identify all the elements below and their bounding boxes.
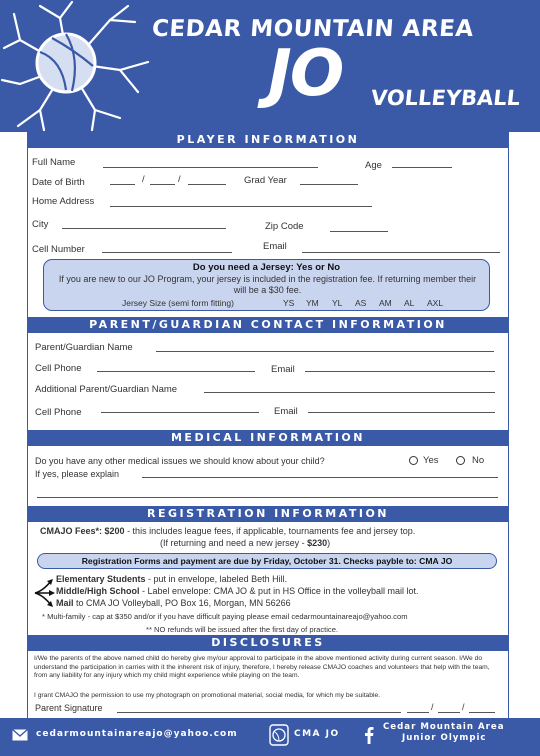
mail-instruction (56, 598, 291, 608)
parent-email-field[interactable] (305, 371, 495, 372)
facebook-icon (364, 726, 374, 744)
zip-code-field[interactable] (330, 231, 388, 232)
fees-line2-end: ) (327, 538, 331, 548)
grad-year-field[interactable] (300, 184, 358, 185)
middle-high-instruction (56, 586, 418, 596)
home-address-label: Home Address (32, 196, 95, 207)
medical-question: Do you have any other medical issues we should know about your child? (35, 456, 325, 466)
volleyball-logo-icon (0, 0, 150, 132)
full-name-label: Full Name (32, 157, 76, 168)
section-disclosures: DISCLOSURES (27, 635, 509, 651)
zip-code-label: Zip Code (265, 221, 304, 232)
signature-date-year[interactable] (469, 712, 495, 713)
middle-high-label: Middle/High School (56, 586, 140, 596)
fees-line2-amount: $230 (307, 538, 328, 548)
medical-explain-field[interactable] (142, 477, 498, 478)
section-medical-info: MEDICAL INFORMATION (27, 430, 509, 446)
email-field[interactable] (302, 252, 500, 253)
jersey-size-ym[interactable]: YM (306, 298, 319, 308)
footer (0, 718, 540, 756)
parent-cell-field[interactable] (97, 371, 255, 372)
dob-month-field[interactable] (110, 184, 135, 185)
fees-text: - this includes league fees, if applicable, tournaments fee and jersey top. (124, 526, 416, 536)
jersey-size-axl[interactable]: AXL (427, 298, 444, 308)
dob-label: Date of Birth (32, 177, 85, 188)
age-label: Age (365, 160, 382, 171)
dob-separator-2: / (178, 174, 181, 185)
cell-number-label: Cell Number (32, 244, 85, 255)
parent-name-field[interactable] (156, 351, 494, 352)
section-player-info: PLAYER INFORMATION (27, 132, 509, 148)
jersey-size-label: Jersey Size (semi form fitting) (122, 298, 234, 308)
medical-no-label: No (472, 455, 485, 466)
city-label: City (32, 219, 49, 230)
elementary-instruction (56, 574, 287, 584)
middle-high-text: - Label envelope: CMA JO & put in HS Office in the volleyball mail lot. (139, 586, 419, 596)
parent2-cell-field[interactable] (101, 412, 259, 413)
jersey-size-yl[interactable]: YL (332, 298, 343, 308)
footer-email[interactable]: cedarmountainareajo@yahoo.com (36, 729, 238, 739)
parent2-cell-label: Cell Phone (35, 407, 82, 418)
dob-year-field[interactable] (188, 184, 226, 185)
jersey-size-as[interactable]: AS (355, 298, 367, 308)
disclosure-text-2: I grant CMAJO the permission to use my photograph on promotional material, social media, for which my be suitable. (34, 692, 381, 699)
signature-date-day[interactable] (438, 712, 460, 713)
logo-badge-icon (269, 724, 289, 746)
refund-note: ** NO refunds will be issued after the first day of practice. (146, 625, 339, 634)
jersey-note: If you are new to our JO Program, your jersey is included in the registration fee. If returning member their will be a $30 fee. (58, 274, 477, 295)
parent-name-label: Parent/Guardian Name (35, 342, 133, 353)
jo-title: JO (268, 37, 343, 111)
age-field[interactable] (392, 167, 452, 168)
fees-label: CMAJO Fees*: (40, 526, 103, 536)
email-label: Email (263, 241, 287, 252)
arrows-icon (33, 575, 57, 611)
fees-line2-text: (If returning and need a new jersey - (160, 538, 308, 548)
medical-explain-field-2[interactable] (37, 497, 498, 498)
full-name-field[interactable] (103, 167, 318, 168)
jersey-size-ys[interactable]: YS (283, 298, 295, 308)
medical-yes-radio[interactable] (409, 456, 418, 465)
footer-facebook-line1[interactable]: Cedar Mountain Area (383, 722, 505, 732)
section-parent-info: PARENT/GUARDIAN CONTACT INFORMATION (27, 317, 509, 333)
footer-facebook-line2[interactable]: Junior Olympic (402, 733, 487, 743)
volleyball-title: VOLLEYBALL (369, 86, 522, 110)
fees-line-2 (160, 538, 330, 548)
signature-label: Parent Signature (35, 703, 103, 713)
medical-explain-label: If yes, please explain (35, 469, 120, 479)
dob-day-field[interactable] (150, 184, 175, 185)
signature-field[interactable] (117, 712, 401, 713)
fees-amount: $200 (104, 526, 125, 536)
medical-no-radio[interactable] (456, 456, 465, 465)
medical-yes-label: Yes (423, 455, 439, 466)
grad-year-label: Grad Year (244, 175, 287, 186)
cell-number-field[interactable] (102, 252, 232, 253)
additional-parent-label: Additional Parent/Guardian Name (35, 384, 178, 395)
email-icon (12, 729, 28, 741)
signature-date-sep-1: / (431, 702, 434, 712)
additional-parent-field[interactable] (204, 392, 495, 393)
disclosure-text-1: I/We the parents of the above named child do hereby give my/our approval to participate in the above mentioned activity during current season. I/We do understand the participation in carries with it the inherent risk of injury, therefore, I hereby release CMAJO coaches and volunteers that help with the team, from any liability for any injury which my child might experience while playing on the team. (34, 655, 490, 680)
mail-text: to CMA JO Volleyball, PO Box 16, Morgan, MN 56266 (73, 598, 291, 608)
deadline-banner: Registration Forms and payment are due by Friday, October 31. Checks payble to: CMA JO (37, 553, 497, 569)
multi-family-note: * Multi-family - cap at $350 and/or if you have difficult paying please email cedarmountainareajo@yahoo.com (42, 612, 408, 621)
parent-cell-label: Cell Phone (35, 363, 82, 374)
jersey-question[interactable]: Do you need a Jersey: Yes or No (192, 262, 341, 273)
org-title: CEDAR MOUNTAIN AREA (151, 16, 475, 42)
city-field[interactable] (62, 228, 226, 229)
signature-date-sep-2: / (462, 702, 465, 712)
mail-label: Mail (56, 598, 74, 608)
parent-email-label: Email (271, 364, 295, 375)
fees-line (40, 526, 415, 536)
parent2-email-field[interactable] (308, 412, 495, 413)
home-address-field[interactable] (110, 206, 372, 207)
elementary-text: - put in envelope, labeled Beth Hill. (145, 574, 288, 584)
signature-date-month[interactable] (407, 712, 429, 713)
jersey-size-al[interactable]: AL (404, 298, 415, 308)
dob-separator-1: / (142, 174, 145, 185)
parent2-email-label: Email (274, 406, 298, 417)
jersey-box (43, 259, 490, 311)
elementary-label: Elementary Students (56, 574, 146, 584)
jersey-size-am[interactable]: AM (379, 298, 392, 308)
footer-brand: CMA JO (294, 729, 340, 739)
section-registration-info: REGISTRATION INFORMATION (27, 506, 509, 522)
header-banner (0, 0, 540, 132)
